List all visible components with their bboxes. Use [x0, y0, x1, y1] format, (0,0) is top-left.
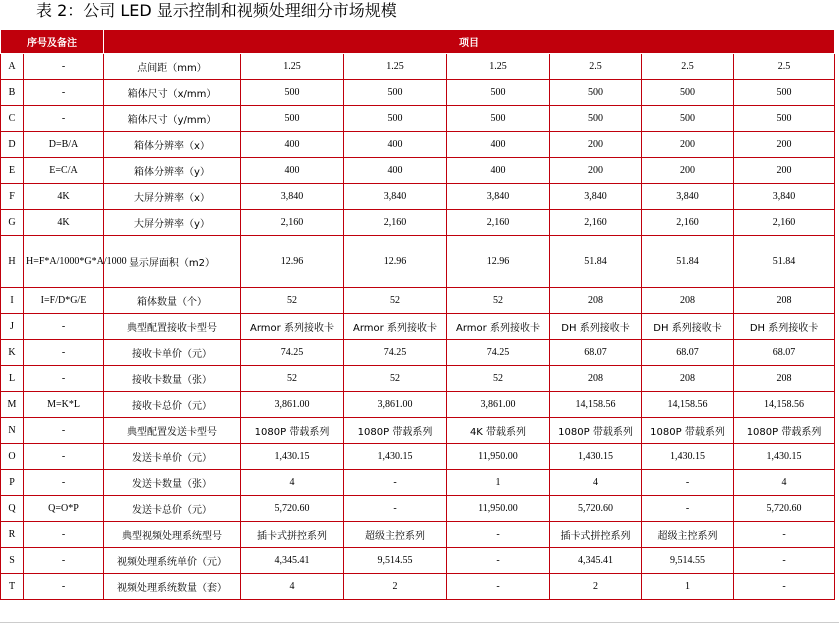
row-value-2: -: [344, 496, 447, 522]
row-id: O: [1, 444, 24, 470]
row-value-4: 200: [550, 132, 642, 158]
row-value-1: 400: [241, 132, 344, 158]
row-id: K: [1, 340, 24, 366]
table-row: [1, 574, 835, 600]
row-id: L: [1, 366, 24, 392]
table-row: [1, 184, 835, 210]
row-value-4: 1,430.15: [550, 444, 642, 470]
row-item: 大屏分辨率（y）: [104, 210, 241, 236]
row-value-3: 3,840: [447, 184, 550, 210]
row-value-3: 3,861.00: [447, 392, 550, 418]
table-row: [1, 314, 835, 340]
row-value-4: 500: [550, 106, 642, 132]
row-value-3: 400: [447, 132, 550, 158]
row-value-2: 9,514.55: [344, 548, 447, 574]
row-value-1: 2,160: [241, 210, 344, 236]
table-row: [1, 158, 835, 184]
row-value-6: 500: [734, 80, 835, 106]
row-id: H: [1, 236, 24, 288]
row-note: -: [24, 340, 104, 366]
row-item: 箱体分辨率（y）: [104, 158, 241, 184]
row-value-6: 5,720.60: [734, 496, 835, 522]
table-row: [1, 340, 835, 366]
table-row: [1, 106, 835, 132]
row-value-4: 4,345.41: [550, 548, 642, 574]
row-value-1: 4: [241, 470, 344, 496]
row-value-1: 500: [241, 80, 344, 106]
row-value-5: 14,158.56: [642, 392, 734, 418]
row-item: 典型视频处理系统型号: [104, 522, 241, 548]
table-row: [1, 418, 835, 444]
row-item: 发送卡数量（张）: [104, 470, 241, 496]
row-id: T: [1, 574, 24, 600]
row-value-1: 52: [241, 366, 344, 392]
row-value-2: 500: [344, 80, 447, 106]
row-value-4: 68.07: [550, 340, 642, 366]
row-id: M: [1, 392, 24, 418]
row-value-2: 12.96: [344, 236, 447, 288]
row-value-6: -: [734, 548, 835, 574]
row-value-5: 1,430.15: [642, 444, 734, 470]
row-value-4: 5,720.60: [550, 496, 642, 522]
row-value-4: 1080P 带载系列: [550, 418, 642, 444]
row-value-4: 2: [550, 574, 642, 600]
row-value-2: 74.25: [344, 340, 447, 366]
row-item: 箱体尺寸（x/mm）: [104, 80, 241, 106]
row-value-2: 1.25: [344, 54, 447, 80]
table-row: [1, 288, 835, 314]
market-size-table: [0, 29, 835, 600]
row-item: 接收卡单价（元）: [104, 340, 241, 366]
row-value-1: 1080P 带载系列: [241, 418, 344, 444]
row-value-6: 500: [734, 106, 835, 132]
row-value-2: 超级主控系列: [344, 522, 447, 548]
row-note: -: [24, 366, 104, 392]
row-item: 箱体数量（个）: [104, 288, 241, 314]
row-id: S: [1, 548, 24, 574]
row-value-5: 200: [642, 158, 734, 184]
row-id: G: [1, 210, 24, 236]
table-body: [1, 54, 835, 600]
row-value-6: 208: [734, 366, 835, 392]
row-item: 典型配置接收卡型号: [104, 314, 241, 340]
table-row: [1, 496, 835, 522]
row-value-4: 208: [550, 366, 642, 392]
row-value-4: 2.5: [550, 54, 642, 80]
table-row: [1, 236, 835, 288]
row-value-6: 3,840: [734, 184, 835, 210]
row-value-5: 500: [642, 80, 734, 106]
row-id: A: [1, 54, 24, 80]
row-note: E=C/A: [24, 158, 104, 184]
row-value-5: 2,160: [642, 210, 734, 236]
row-value-3: -: [447, 548, 550, 574]
row-value-6: 208: [734, 288, 835, 314]
row-value-3: 2,160: [447, 210, 550, 236]
row-value-2: 1080P 带载系列: [344, 418, 447, 444]
row-value-4: 3,840: [550, 184, 642, 210]
row-value-5: 超级主控系列: [642, 522, 734, 548]
row-value-4: 51.84: [550, 236, 642, 288]
row-value-5: 500: [642, 106, 734, 132]
header-index-notes: 序号及备注: [1, 30, 104, 54]
row-note: -: [24, 54, 104, 80]
row-value-2: 52: [344, 288, 447, 314]
row-value-2: 2,160: [344, 210, 447, 236]
row-value-1: 12.96: [241, 236, 344, 288]
row-value-6: 2.5: [734, 54, 835, 80]
row-note: -: [24, 574, 104, 600]
row-value-5: 2.5: [642, 54, 734, 80]
row-item: 典型配置发送卡型号: [104, 418, 241, 444]
row-note: H=F*A/1000*G*A/1000: [24, 236, 104, 288]
row-note: Q=O*P: [24, 496, 104, 522]
row-id: P: [1, 470, 24, 496]
header-items: 项目: [104, 30, 835, 54]
row-value-2: 52: [344, 366, 447, 392]
row-note: -: [24, 548, 104, 574]
row-value-6: 1,430.15: [734, 444, 835, 470]
row-value-3: 1: [447, 470, 550, 496]
table-row: [1, 392, 835, 418]
row-note: -: [24, 522, 104, 548]
row-item: 发送卡总价（元）: [104, 496, 241, 522]
row-item: 视频处理系统单价（元）: [104, 548, 241, 574]
row-note: 4K: [24, 210, 104, 236]
row-note: -: [24, 314, 104, 340]
row-item: 接收卡数量（张）: [104, 366, 241, 392]
table-row: [1, 470, 835, 496]
row-value-4: 14,158.56: [550, 392, 642, 418]
row-note: I=F/D*G/E: [24, 288, 104, 314]
row-value-1: 1.25: [241, 54, 344, 80]
row-id: N: [1, 418, 24, 444]
row-item: 大屏分辨率（x）: [104, 184, 241, 210]
row-item: 点间距（mm）: [104, 54, 241, 80]
row-value-3: 11,950.00: [447, 444, 550, 470]
row-value-3: 500: [447, 80, 550, 106]
table-header-row: [1, 30, 835, 54]
row-value-6: DH 系列接收卡: [734, 314, 835, 340]
row-note: -: [24, 470, 104, 496]
row-value-2: 500: [344, 106, 447, 132]
row-value-5: -: [642, 470, 734, 496]
row-value-2: 1,430.15: [344, 444, 447, 470]
bottom-divider: [0, 622, 839, 623]
row-value-2: 2: [344, 574, 447, 600]
row-value-3: 1.25: [447, 54, 550, 80]
row-value-1: 74.25: [241, 340, 344, 366]
row-value-6: 68.07: [734, 340, 835, 366]
row-item: 视频处理系统数量（套）: [104, 574, 241, 600]
row-value-5: 208: [642, 366, 734, 392]
row-id: F: [1, 184, 24, 210]
row-value-1: Armor 系列接收卡: [241, 314, 344, 340]
row-value-5: 1: [642, 574, 734, 600]
row-value-1: 5,720.60: [241, 496, 344, 522]
row-note: -: [24, 444, 104, 470]
row-id: B: [1, 80, 24, 106]
table-row: [1, 522, 835, 548]
row-value-5: 51.84: [642, 236, 734, 288]
row-value-3: -: [447, 574, 550, 600]
row-value-6: 200: [734, 132, 835, 158]
row-value-2: -: [344, 470, 447, 496]
row-value-1: 52: [241, 288, 344, 314]
row-id: D: [1, 132, 24, 158]
row-value-3: Armor 系列接收卡: [447, 314, 550, 340]
row-value-6: 200: [734, 158, 835, 184]
row-value-6: 14,158.56: [734, 392, 835, 418]
table-row: [1, 366, 835, 392]
row-value-5: 1080P 带载系列: [642, 418, 734, 444]
table-row: [1, 210, 835, 236]
row-value-3: -: [447, 522, 550, 548]
row-value-1: 4,345.41: [241, 548, 344, 574]
row-value-4: 208: [550, 288, 642, 314]
row-value-5: 200: [642, 132, 734, 158]
row-item: 显示屏面积（m2）: [104, 236, 241, 288]
row-value-3: 11,950.00: [447, 496, 550, 522]
row-value-2: 3,861.00: [344, 392, 447, 418]
row-value-4: 500: [550, 80, 642, 106]
row-value-3: 52: [447, 288, 550, 314]
row-value-2: 400: [344, 132, 447, 158]
row-value-3: 12.96: [447, 236, 550, 288]
row-id: R: [1, 522, 24, 548]
row-value-5: 9,514.55: [642, 548, 734, 574]
row-value-6: -: [734, 574, 835, 600]
table-row: [1, 132, 835, 158]
table-row: [1, 54, 835, 80]
row-value-4: 2,160: [550, 210, 642, 236]
row-id: J: [1, 314, 24, 340]
row-value-6: 51.84: [734, 236, 835, 288]
row-value-4: 200: [550, 158, 642, 184]
row-value-6: -: [734, 522, 835, 548]
row-value-5: 208: [642, 288, 734, 314]
row-item: 接收卡总价（元）: [104, 392, 241, 418]
row-value-5: 68.07: [642, 340, 734, 366]
row-id: C: [1, 106, 24, 132]
row-value-1: 500: [241, 106, 344, 132]
row-value-2: Armor 系列接收卡: [344, 314, 447, 340]
row-note: -: [24, 106, 104, 132]
row-note: D=B/A: [24, 132, 104, 158]
row-note: M=K*L: [24, 392, 104, 418]
row-value-3: 500: [447, 106, 550, 132]
row-value-4: 4: [550, 470, 642, 496]
row-value-2: 400: [344, 158, 447, 184]
row-value-1: 3,840: [241, 184, 344, 210]
row-value-1: 4: [241, 574, 344, 600]
row-note: 4K: [24, 184, 104, 210]
row-value-3: 52: [447, 366, 550, 392]
row-value-3: 4K 带载系列: [447, 418, 550, 444]
row-value-3: 74.25: [447, 340, 550, 366]
row-item: 箱体尺寸（y/mm）: [104, 106, 241, 132]
row-value-6: 4: [734, 470, 835, 496]
row-id: I: [1, 288, 24, 314]
row-value-5: DH 系列接收卡: [642, 314, 734, 340]
row-value-1: 400: [241, 158, 344, 184]
row-value-6: 1080P 带载系列: [734, 418, 835, 444]
table-title: 表 2：公司 LED 显示控制和视频处理细分市场规模: [36, 1, 397, 20]
row-value-5: 3,840: [642, 184, 734, 210]
row-value-3: 400: [447, 158, 550, 184]
row-value-4: DH 系列接收卡: [550, 314, 642, 340]
row-value-1: 3,861.00: [241, 392, 344, 418]
table-row: [1, 444, 835, 470]
row-item: 箱体分辨率（x）: [104, 132, 241, 158]
row-id: Q: [1, 496, 24, 522]
row-item: 发送卡单价（元）: [104, 444, 241, 470]
row-value-1: 插卡式拼控系列: [241, 522, 344, 548]
row-value-2: 3,840: [344, 184, 447, 210]
row-value-6: 2,160: [734, 210, 835, 236]
row-id: E: [1, 158, 24, 184]
table-row: [1, 548, 835, 574]
row-note: -: [24, 80, 104, 106]
table-row: [1, 80, 835, 106]
row-value-4: 插卡式拼控系列: [550, 522, 642, 548]
row-value-1: 1,430.15: [241, 444, 344, 470]
row-note: -: [24, 418, 104, 444]
row-value-5: -: [642, 496, 734, 522]
